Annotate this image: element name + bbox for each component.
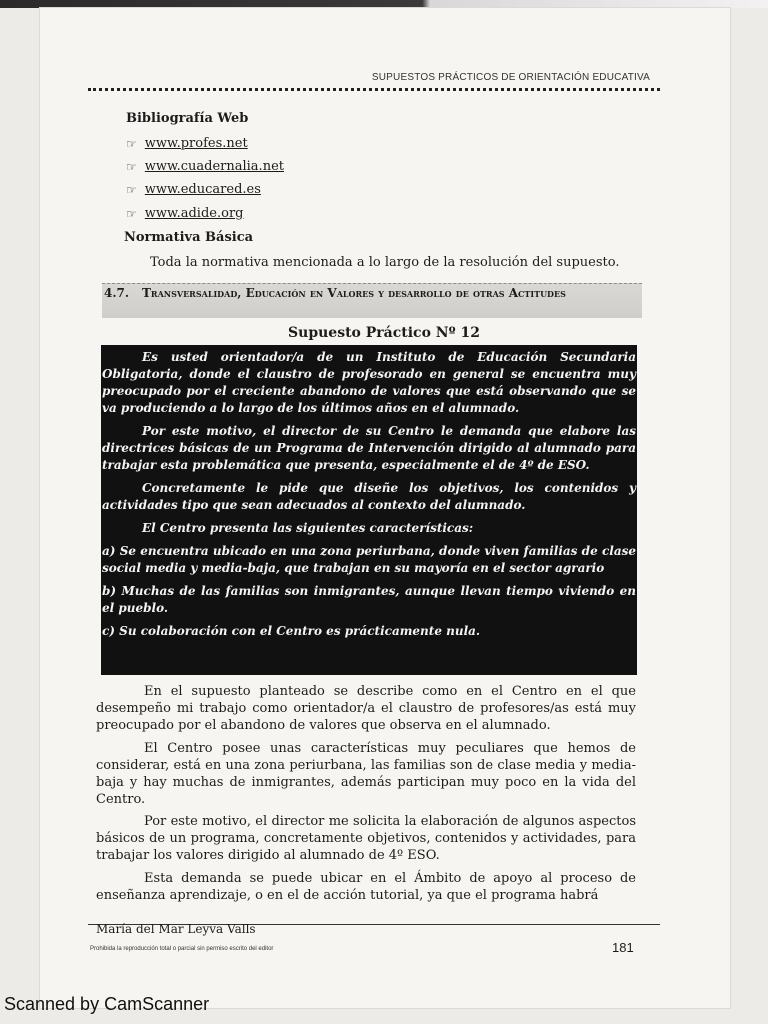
web-link-item[interactable]	[126, 206, 243, 221]
body-paragraph	[96, 683, 636, 734]
web-link-url[interactable]: www.cuadernalia.net	[144, 159, 284, 174]
case-characteristic-item: a) Se encuentra ubicado en una zona periurbana, donde viven familias de clase social media y media-baja, que trabajan en su mayoría en el sector agrario	[102, 544, 636, 575]
case-characteristic-item: b) Muchas de las familias son inmigrantes, aunque llevan tiempo viviendo en el pueblo.	[102, 584, 636, 615]
body-paragraph-text: El Centro posee unas características muy peculiares que hemos de considerar, está en una zona periurbana, las familias son de clase media y media-baja y hay muchas de inmigrantes, además participan muy poco en la vida del Centro.	[96, 741, 636, 807]
body-paragraph	[96, 870, 636, 904]
case-characteristic-item: c) Su colaboración con el Centro es prácticamente nula.	[102, 624, 481, 638]
case-title: Supuesto Práctico Nº 12	[288, 325, 480, 341]
pointing-hand-icon: ☞	[126, 182, 137, 197]
copyright-notice: Prohibida la reproducción total o parcial sin permiso escrito del editor	[90, 946, 274, 952]
section-number: 4.7.	[104, 286, 130, 300]
scan-edge	[0, 0, 768, 8]
case-paragraph: Concretamente le pide que diseñe los objetivos, los contenidos y actividades tipo que sean adecuados al contexto del alumnado.	[102, 481, 636, 512]
case-statement-box	[101, 345, 637, 675]
running-header: SUPUESTOS PRÁCTICOS DE ORIENTACIÓN EDUCATIVA	[371, 72, 650, 83]
body-paragraph	[96, 813, 636, 864]
web-link-url[interactable]: www.adide.org	[144, 206, 244, 221]
scanner-watermark: Scanned by CamScanner	[4, 994, 210, 1014]
case-paragraph: Por este motivo, el director de su Centro le demanda que elabore las directrices básicas de un Programa de Intervención dirigido al alumnado para trabajar esta problemática que presenta, especialmente el de 4º de ESO.	[102, 424, 636, 472]
normativa-text: Toda la normativa mencionada a lo largo de la resolución del supuesto.	[150, 255, 620, 270]
body-paragraph-text: Esta demanda se puede ubicar en el Ámbito de apoyo al proceso de enseñanza aprendizaje, o en el de acción tutorial, ya que el programa habrá	[96, 871, 636, 903]
normativa-heading: Normativa Básica	[124, 230, 254, 245]
case-paragraph: Es usted orientador/a de un Instituto de Educación Secundaria Obligatoria, donde el claustro de profesorado en general se encuentra muy preocupado por el creciente abandono de valores que está observando que se va produciendo a lo largo de los últimos años en el alumnado.	[102, 350, 636, 415]
body-paragraph-text: Por este motivo, el director me solicita la elaboración de algunos aspectos básicos de un programa, concretamente objetivos, contenidos y actividades, para trabajar los valores dirigido al alumnado de 4º ESO.	[96, 814, 636, 863]
pointing-hand-icon: ☞	[126, 206, 137, 221]
web-link-item[interactable]	[126, 182, 261, 197]
body-paragraph	[96, 740, 636, 808]
body-paragraph-text: En el supuesto planteado se describe como en el Centro en el que desempeño mi trabajo como orientador/a el claustro de profesores/as está muy preocupado por el abandono de valores que observa en el alumnado.	[96, 684, 636, 733]
web-link-item[interactable]	[126, 159, 284, 174]
bibliography-heading: Bibliografía Web	[126, 111, 249, 126]
footer-author: María del Mar Leyva Valls	[96, 922, 256, 936]
page-number: 181	[612, 940, 634, 955]
web-link-url[interactable]: www.educared.es	[144, 182, 261, 197]
pointing-hand-icon: ☞	[126, 159, 137, 174]
header-dotted-rule	[88, 88, 660, 91]
pointing-hand-icon: ☞	[126, 136, 137, 151]
case-paragraph: El Centro presenta las siguientes características:	[142, 521, 474, 535]
section-title: Transversalidad, Educación en Valores y desarrollo de otras Actitudes	[142, 286, 566, 300]
web-link-item[interactable]	[126, 136, 248, 151]
web-link-url[interactable]: www.profes.net	[144, 136, 248, 151]
